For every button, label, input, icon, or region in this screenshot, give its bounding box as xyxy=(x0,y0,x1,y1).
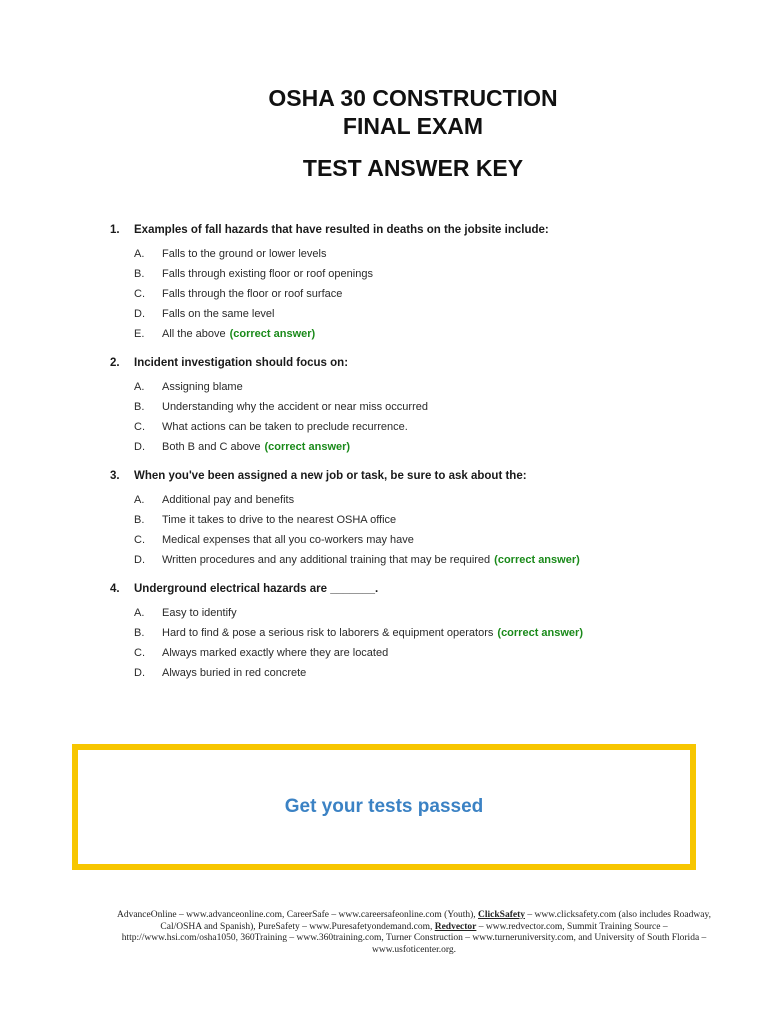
option-text: Assigning blame xyxy=(162,381,243,393)
question-heading xyxy=(110,468,730,484)
option-letter: B. xyxy=(134,627,145,639)
correct-answer-label: (correct answer) xyxy=(497,627,583,639)
answer-options xyxy=(110,606,730,680)
option-text: Falls on the same level xyxy=(162,308,275,320)
promo-box xyxy=(72,744,696,870)
correct-answer-label: (correct answer) xyxy=(229,328,316,340)
answer-option xyxy=(110,420,730,434)
answer-option xyxy=(110,533,730,547)
answer-option xyxy=(110,380,730,394)
question-text: Underground electrical hazards are _______. xyxy=(134,583,379,595)
answer-option xyxy=(110,247,730,261)
question-number: 1. xyxy=(110,224,120,236)
option-text: Falls through the floor or roof surface xyxy=(162,288,343,300)
option-letter: D. xyxy=(134,441,145,453)
get-tests-passed-link[interactable]: Get your tests passed xyxy=(284,796,484,817)
option-text: Both B and C above xyxy=(162,441,261,453)
option-letter: C. xyxy=(134,647,145,659)
option-letter: B. xyxy=(134,514,145,526)
question-4 xyxy=(110,581,730,680)
option-letter: D. xyxy=(134,667,145,679)
option-text: Additional pay and benefits xyxy=(162,494,295,506)
option-text: Easy to identify xyxy=(162,607,237,619)
answer-option xyxy=(110,606,730,620)
option-text: All the above xyxy=(162,328,226,340)
question-heading xyxy=(110,222,730,238)
question-text: When you've been assigned a new job or task, be sure to ask about the: xyxy=(134,470,527,482)
answer-option xyxy=(110,513,730,527)
option-letter: C. xyxy=(134,288,145,300)
footer-brand-clicksafety: ClickSafety xyxy=(478,910,525,920)
answer-option xyxy=(110,400,730,414)
document-subtitle: TEST ANSWER KEY xyxy=(302,155,524,181)
question-3 xyxy=(110,468,730,567)
correct-answer-label: (correct answer) xyxy=(494,554,580,566)
answer-option xyxy=(110,287,730,301)
question-number: 4. xyxy=(110,583,120,595)
question-number: 2. xyxy=(110,357,120,369)
option-letter: D. xyxy=(134,554,145,566)
option-text: Always buried in red concrete xyxy=(162,667,307,679)
question-heading xyxy=(110,355,730,371)
answer-option-correct xyxy=(110,440,730,454)
document-title-line-2: FINAL EXAM xyxy=(342,113,484,139)
option-letter: B. xyxy=(134,401,145,413)
option-letter: A. xyxy=(134,248,145,260)
answer-options xyxy=(110,493,730,567)
option-letter: C. xyxy=(134,534,145,546)
answer-option-correct xyxy=(110,553,730,567)
option-text: Understanding why the accident or near miss occurred xyxy=(162,401,428,413)
option-text: Written procedures and any additional training that may be required xyxy=(162,554,491,566)
answer-option xyxy=(110,267,730,281)
document-header xyxy=(0,84,768,182)
option-letter: A. xyxy=(134,494,145,506)
question-text: Incident investigation should focus on: xyxy=(134,357,349,369)
question-1 xyxy=(110,222,730,341)
option-text: Medical expenses that all you co-workers may have xyxy=(162,534,414,546)
footer-text-part-3: – www.redvector.com, Summit Training Source – http://www.hsi.com/osha1050, 360Training – www.360training.com, Turner Construction – www.turneruniversity.com, and University of South Florida – www.usfoticenter.org. xyxy=(121,921,707,955)
option-text: Hard to find & pose a serious risk to laborers & equipment operators xyxy=(162,627,494,639)
option-letter: E. xyxy=(134,328,145,340)
footer-text-part-2: – www.clicksafety.com (also includes Roadway, Cal/OSHA and Spanish), PureSafety – www.Puresafetyondemand.com, xyxy=(160,910,711,932)
option-text: What actions can be taken to preclude recurrence. xyxy=(162,421,408,433)
option-letter: A. xyxy=(134,381,145,393)
option-text: Always marked exactly where they are located xyxy=(162,647,389,659)
question-list xyxy=(110,222,730,694)
answer-option xyxy=(110,493,730,507)
answer-option-correct xyxy=(110,626,730,640)
footer-brand-redvector: Redvector xyxy=(434,921,477,932)
option-text: Time it takes to drive to the nearest OSHA office xyxy=(162,514,397,526)
option-text: Falls to the ground or lower levels xyxy=(162,248,327,260)
question-text: Examples of fall hazards that have resulted in deaths on the jobsite include: xyxy=(134,224,549,236)
option-letter: B. xyxy=(134,268,145,280)
option-letter: A. xyxy=(134,607,145,619)
question-2 xyxy=(110,355,730,454)
correct-answer-label: (correct answer) xyxy=(264,441,351,453)
footer-text-part-1: AdvanceOnline – www.advanceonline.com, CareerSafe – www.careersafeonline.com (Youth), xyxy=(116,910,479,920)
option-letter: D. xyxy=(134,308,145,320)
answer-options xyxy=(110,380,730,454)
footer-provider-list xyxy=(110,910,718,956)
answer-option xyxy=(110,666,730,680)
answer-option xyxy=(110,307,730,321)
option-letter: C. xyxy=(134,421,145,433)
answer-option xyxy=(110,646,730,660)
question-number: 3. xyxy=(110,470,120,482)
answer-options xyxy=(110,247,730,341)
document-title-line-1: OSHA 30 CONSTRUCTION xyxy=(268,85,558,111)
question-heading xyxy=(110,581,730,597)
answer-option-correct xyxy=(110,327,730,341)
option-text: Falls through existing floor or roof openings xyxy=(162,268,373,280)
